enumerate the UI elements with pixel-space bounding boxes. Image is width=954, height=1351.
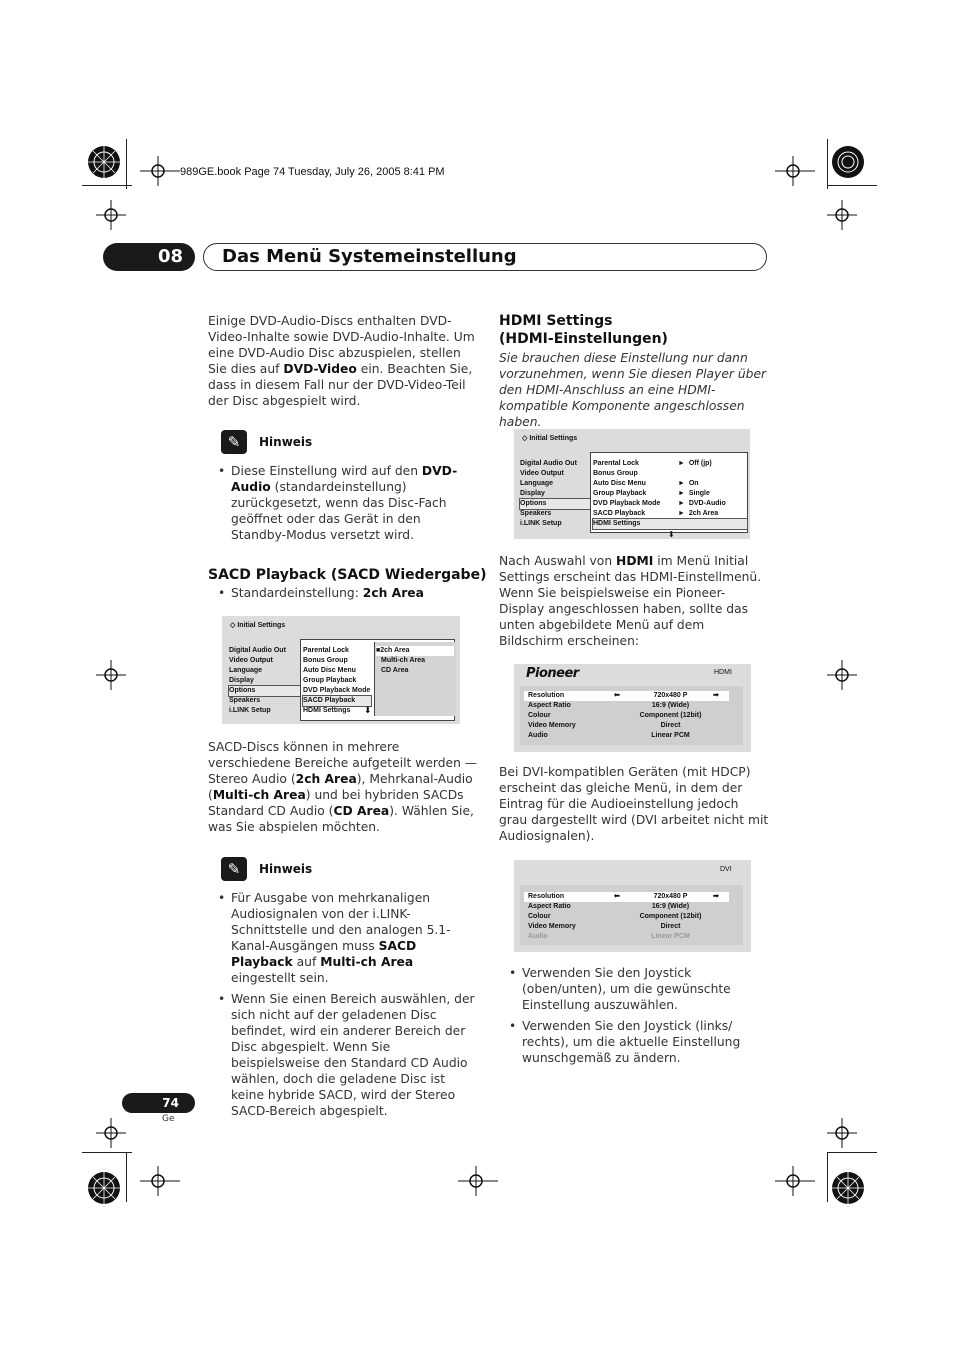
setting-value: 720x480 P xyxy=(653,893,688,900)
crosshair-mark-icon xyxy=(775,1166,815,1196)
right-arrow-icon: ► xyxy=(678,460,685,467)
note-header xyxy=(221,430,312,454)
page-number: 74 xyxy=(122,1093,195,1113)
submenu-item-selected[interactable]: HDMI Settings xyxy=(593,519,747,529)
crosshair-mark-icon xyxy=(827,200,857,230)
hdmi-settings-screen xyxy=(514,664,751,752)
right-arrow-icon: ► xyxy=(678,510,685,517)
initial-settings-screen xyxy=(514,429,750,539)
menu-item-selected[interactable]: Options xyxy=(520,499,590,509)
menu-item[interactable]: Language xyxy=(520,480,554,487)
list-item: • Wenn Sie einen Bereich auswählen, der sich nicht auf der geladenen Disc befindet, wird ein anderer Bereich der Disc abgespielt. Wenn Sie beispielsweise den Standard CD Audio wählen, doch die geladene Disc ist keine hybride SACD, wird der Stereo SACD-Bereich abgespielt. xyxy=(208,991,478,1119)
setting-value: Direct xyxy=(660,923,681,930)
submenu-item[interactable]: Group Playback xyxy=(593,490,647,497)
setting-value: Component (12bit) xyxy=(639,913,702,920)
setting-label: Aspect Ratio xyxy=(528,702,571,709)
sacd-paragraph: SACD-Discs können in mehrere verschiedene Bereiche aufgeteilt werden — Stereo Audio (2ch Area), Mehrkanal-Audio (Multi-ch Area) und bei hybriden SACDs Standard CD Audio (CD Area). Wählen Sie, was Sie abspielen möchten. xyxy=(208,740,478,834)
setting-label: Video Memory xyxy=(528,923,576,930)
crosshair-mark-icon xyxy=(458,1166,498,1196)
setting-row[interactable] xyxy=(524,701,729,711)
crosshair-mark-icon xyxy=(827,1118,857,1148)
menu-item[interactable]: Video Output xyxy=(229,657,273,664)
setting-label: Audio xyxy=(528,732,548,739)
setting-value: ► 2ch Area xyxy=(678,510,719,517)
note2-list xyxy=(208,890,478,1124)
menu-item[interactable]: Digital Audio Out xyxy=(229,647,286,654)
disc-icon: ◇ xyxy=(522,435,528,442)
crop-mark xyxy=(827,1152,877,1153)
hdmi-paragraph: Nach Auswahl von HDMI im Menü Initial Settings erscheint das HDMI-Einstellmenü. Wenn Sie beispielsweise ein Pioneer-Display angeschlossen haben, sollte das unten abgebildete Menü auf dem Bildschirm erscheinen: xyxy=(499,554,762,648)
crop-mark xyxy=(126,1152,127,1202)
setting-value: ► On xyxy=(678,480,699,487)
intro-paragraph: Einige DVD-Audio-Discs enthalten DVD-Video-Inhalte sowie DVD-Audio-Inhalte. Um eine DVD-Audio Disc abzuspielen, stellen Sie dies auf DVD-Video ein. Beachten Sie, dass in diesem Fall nur der DVD-Video-Teil der Disc abgespielt wird. xyxy=(208,314,475,408)
submenu-item[interactable]: HDMI Settings xyxy=(303,707,351,714)
menu-item[interactable]: Display xyxy=(229,677,254,684)
selected-marker-icon: ■ xyxy=(376,647,381,654)
right-arrow-icon[interactable]: ➡ xyxy=(713,893,719,900)
menu-item-selected[interactable]: Options xyxy=(229,686,301,696)
right-arrow-icon: ► xyxy=(678,500,685,507)
option-item[interactable]: CD Area xyxy=(381,667,409,674)
setting-label: Audio xyxy=(528,933,548,940)
submenu-item[interactable]: Group Playback xyxy=(303,677,357,684)
setting-label: Video Memory xyxy=(528,722,576,729)
hdmi-intro: Sie brauchen diese Einstellung nur dann vorzunehmen, wenn Sie diesen Player über den HDMI-Anschluss an eine HDMI-kompatible Komponente angeschlossen haben. xyxy=(499,351,767,429)
option-selected[interactable]: ■2ch Area xyxy=(376,646,454,656)
list-item: • Für Ausgabe von mehrkanaligen Audiosignalen von der i.LINK-Schnittstelle und den analogen 5.1-Kanal-Ausgängen muss SACD Playback auf Multi-ch Area eingestellt sein. xyxy=(208,890,478,986)
list-item: • Verwenden Sie den Joystick (oben/unten), um die gewünschte Einstellung auszuwählen. xyxy=(499,965,769,1013)
setting-value: Linear PCM xyxy=(651,732,690,739)
chapter-title: Das Menü Systemeinstellung xyxy=(203,243,767,271)
submenu xyxy=(303,646,371,716)
section-heading-hdmi: HDMI Settings (HDMI-Einstellungen) xyxy=(499,313,668,347)
submenu-item[interactable]: Parental Lock xyxy=(303,647,349,654)
crosshair-mark-icon xyxy=(827,660,857,690)
value-column xyxy=(678,459,726,519)
section-heading-sacd: SACD Playback (SACD Wiedergabe) xyxy=(208,567,487,583)
setting-row-selected[interactable] xyxy=(524,892,729,902)
setting-row[interactable] xyxy=(524,902,729,912)
sacd-settings-screen xyxy=(222,616,460,724)
submenu-item[interactable]: SACD Playback xyxy=(593,510,646,517)
crop-mark xyxy=(827,185,877,186)
menu-item[interactable]: Video Output xyxy=(520,470,564,477)
registration-target-icon xyxy=(86,1170,122,1206)
options-list xyxy=(376,646,454,676)
print-header: 989GE.book Page 74 Tuesday, July 26, 2005 8:41 PM xyxy=(180,166,445,178)
dvi-paragraph: Bei DVI-kompatiblen Geräten (mit HDCP) erscheint das gleiche Menü, in dem der Eintrag für die Audioeinstellung jedoch grau dargestellt wird (DVI arbeitet nicht mit Audiosignalen). xyxy=(499,765,769,843)
setting-value: Component (12bit) xyxy=(639,712,702,719)
down-arrow-icon: ⬇ xyxy=(364,705,372,715)
menu-item[interactable]: i.LINK Setup xyxy=(229,707,271,714)
left-arrow-icon[interactable]: ⬅ xyxy=(614,893,620,900)
submenu-item[interactable]: Parental Lock xyxy=(593,460,639,467)
note-label: Hinweis xyxy=(259,862,313,876)
setting-value: 720x480 P xyxy=(653,692,688,699)
setting-row[interactable] xyxy=(524,731,729,741)
crop-mark xyxy=(82,1152,132,1153)
list-item: • Standardeinstellung: 2ch Area xyxy=(208,585,474,601)
menu-item[interactable]: Digital Audio Out xyxy=(520,460,577,467)
pencil-note-icon: ✎ xyxy=(221,430,247,454)
output-tag: DVI xyxy=(720,866,732,873)
submenu-item[interactable]: DVD Playback Mode xyxy=(593,500,661,507)
setting-row[interactable] xyxy=(524,721,729,731)
crosshair-mark-icon xyxy=(96,1118,126,1148)
submenu-item[interactable]: Bonus Group xyxy=(303,657,348,664)
down-arrow-icon: ⬇ xyxy=(668,530,675,539)
pencil-note-icon: ✎ xyxy=(221,857,247,881)
option-item[interactable]: Multi-ch Area xyxy=(381,657,426,664)
right-arrow-icon: ► xyxy=(678,480,685,487)
dvi-settings-screen xyxy=(514,860,751,952)
crosshair-mark-icon xyxy=(140,1166,180,1196)
right-arrow-icon: ► xyxy=(678,490,685,497)
joystick-list xyxy=(499,965,769,1071)
right-arrow-icon[interactable]: ➡ xyxy=(713,692,719,699)
output-tag: HDMI xyxy=(714,669,732,676)
submenu-item-selected[interactable]: SACD Playback xyxy=(303,696,371,706)
submenu-item[interactable]: Bonus Group xyxy=(593,470,638,477)
setting-row[interactable] xyxy=(524,922,729,932)
setting-value: ► DVD-Audio xyxy=(678,500,726,507)
setting-row[interactable] xyxy=(524,912,729,922)
registration-target-icon xyxy=(830,1170,866,1206)
setting-value xyxy=(678,469,726,479)
sacd-default-list xyxy=(208,585,474,606)
setting-row-disabled xyxy=(524,932,729,942)
chapter-number: 08 xyxy=(103,243,195,271)
crosshair-mark-icon xyxy=(140,156,180,186)
setting-label: Resolution xyxy=(528,692,565,699)
submenu-item[interactable]: DVD Playback Mode xyxy=(303,687,371,694)
crosshair-mark-icon xyxy=(96,660,126,690)
setting-value: ► Off (jp) xyxy=(678,460,712,467)
crosshair-mark-icon xyxy=(775,156,815,186)
crop-mark xyxy=(126,139,127,189)
submenu-item[interactable]: Auto Disc Menu xyxy=(593,480,646,487)
screen-title: ◇ Initial Settings xyxy=(522,435,578,442)
setting-value: Linear PCM xyxy=(651,933,690,940)
setting-row[interactable] xyxy=(524,711,729,721)
menu-item[interactable]: i.LINK Setup xyxy=(520,520,562,527)
menu-item[interactable]: Display xyxy=(520,490,545,497)
list-item: • Diese Einstellung wird auf den DVD-Audio (standardeinstellung) zurückgesetzt, wenn das Disc-Fach geöffnet oder das Gerät in den Standby-Modus versetzt wird. xyxy=(208,463,474,543)
settings-list xyxy=(524,691,729,741)
submenu-item[interactable]: Auto Disc Menu xyxy=(303,667,356,674)
menu-item[interactable]: Language xyxy=(229,667,263,674)
pioneer-logo: Pioneer xyxy=(526,666,579,681)
setting-value: Direct xyxy=(660,722,681,729)
crop-mark xyxy=(827,1152,828,1202)
setting-row-selected[interactable] xyxy=(524,691,729,701)
setting-label: Resolution xyxy=(528,893,565,900)
registration-target-icon xyxy=(830,144,866,180)
crosshair-mark-icon xyxy=(96,200,126,230)
crop-mark xyxy=(827,139,828,189)
menu-item[interactable]: Speakers xyxy=(520,510,552,517)
list-item: • Verwenden Sie den Joystick (links/ rechts), um die aktuelle Einstellung wunschgemäß zu ändern. xyxy=(499,1018,769,1066)
setting-label: Colour xyxy=(528,712,551,719)
setting-value: 16:9 (Wide) xyxy=(651,702,690,709)
setting-label: Colour xyxy=(528,913,551,920)
language-code: Ge xyxy=(162,1114,175,1124)
registration-target-icon xyxy=(86,144,122,180)
menu-item[interactable]: Speakers xyxy=(229,697,261,704)
settings-list xyxy=(524,892,729,942)
note1-list xyxy=(208,463,474,548)
setting-value: 16:9 (Wide) xyxy=(651,903,690,910)
note-header xyxy=(221,857,312,881)
setting-value: ► Single xyxy=(678,490,710,497)
crop-mark xyxy=(82,185,132,186)
left-arrow-icon[interactable]: ⬅ xyxy=(614,692,620,699)
screen-title: ◇ Initial Settings xyxy=(230,622,286,629)
setting-label: Aspect Ratio xyxy=(528,903,571,910)
main-menu xyxy=(229,646,301,716)
note-label: Hinweis xyxy=(259,435,313,449)
disc-icon: ◇ xyxy=(230,622,236,629)
main-menu xyxy=(520,459,590,529)
